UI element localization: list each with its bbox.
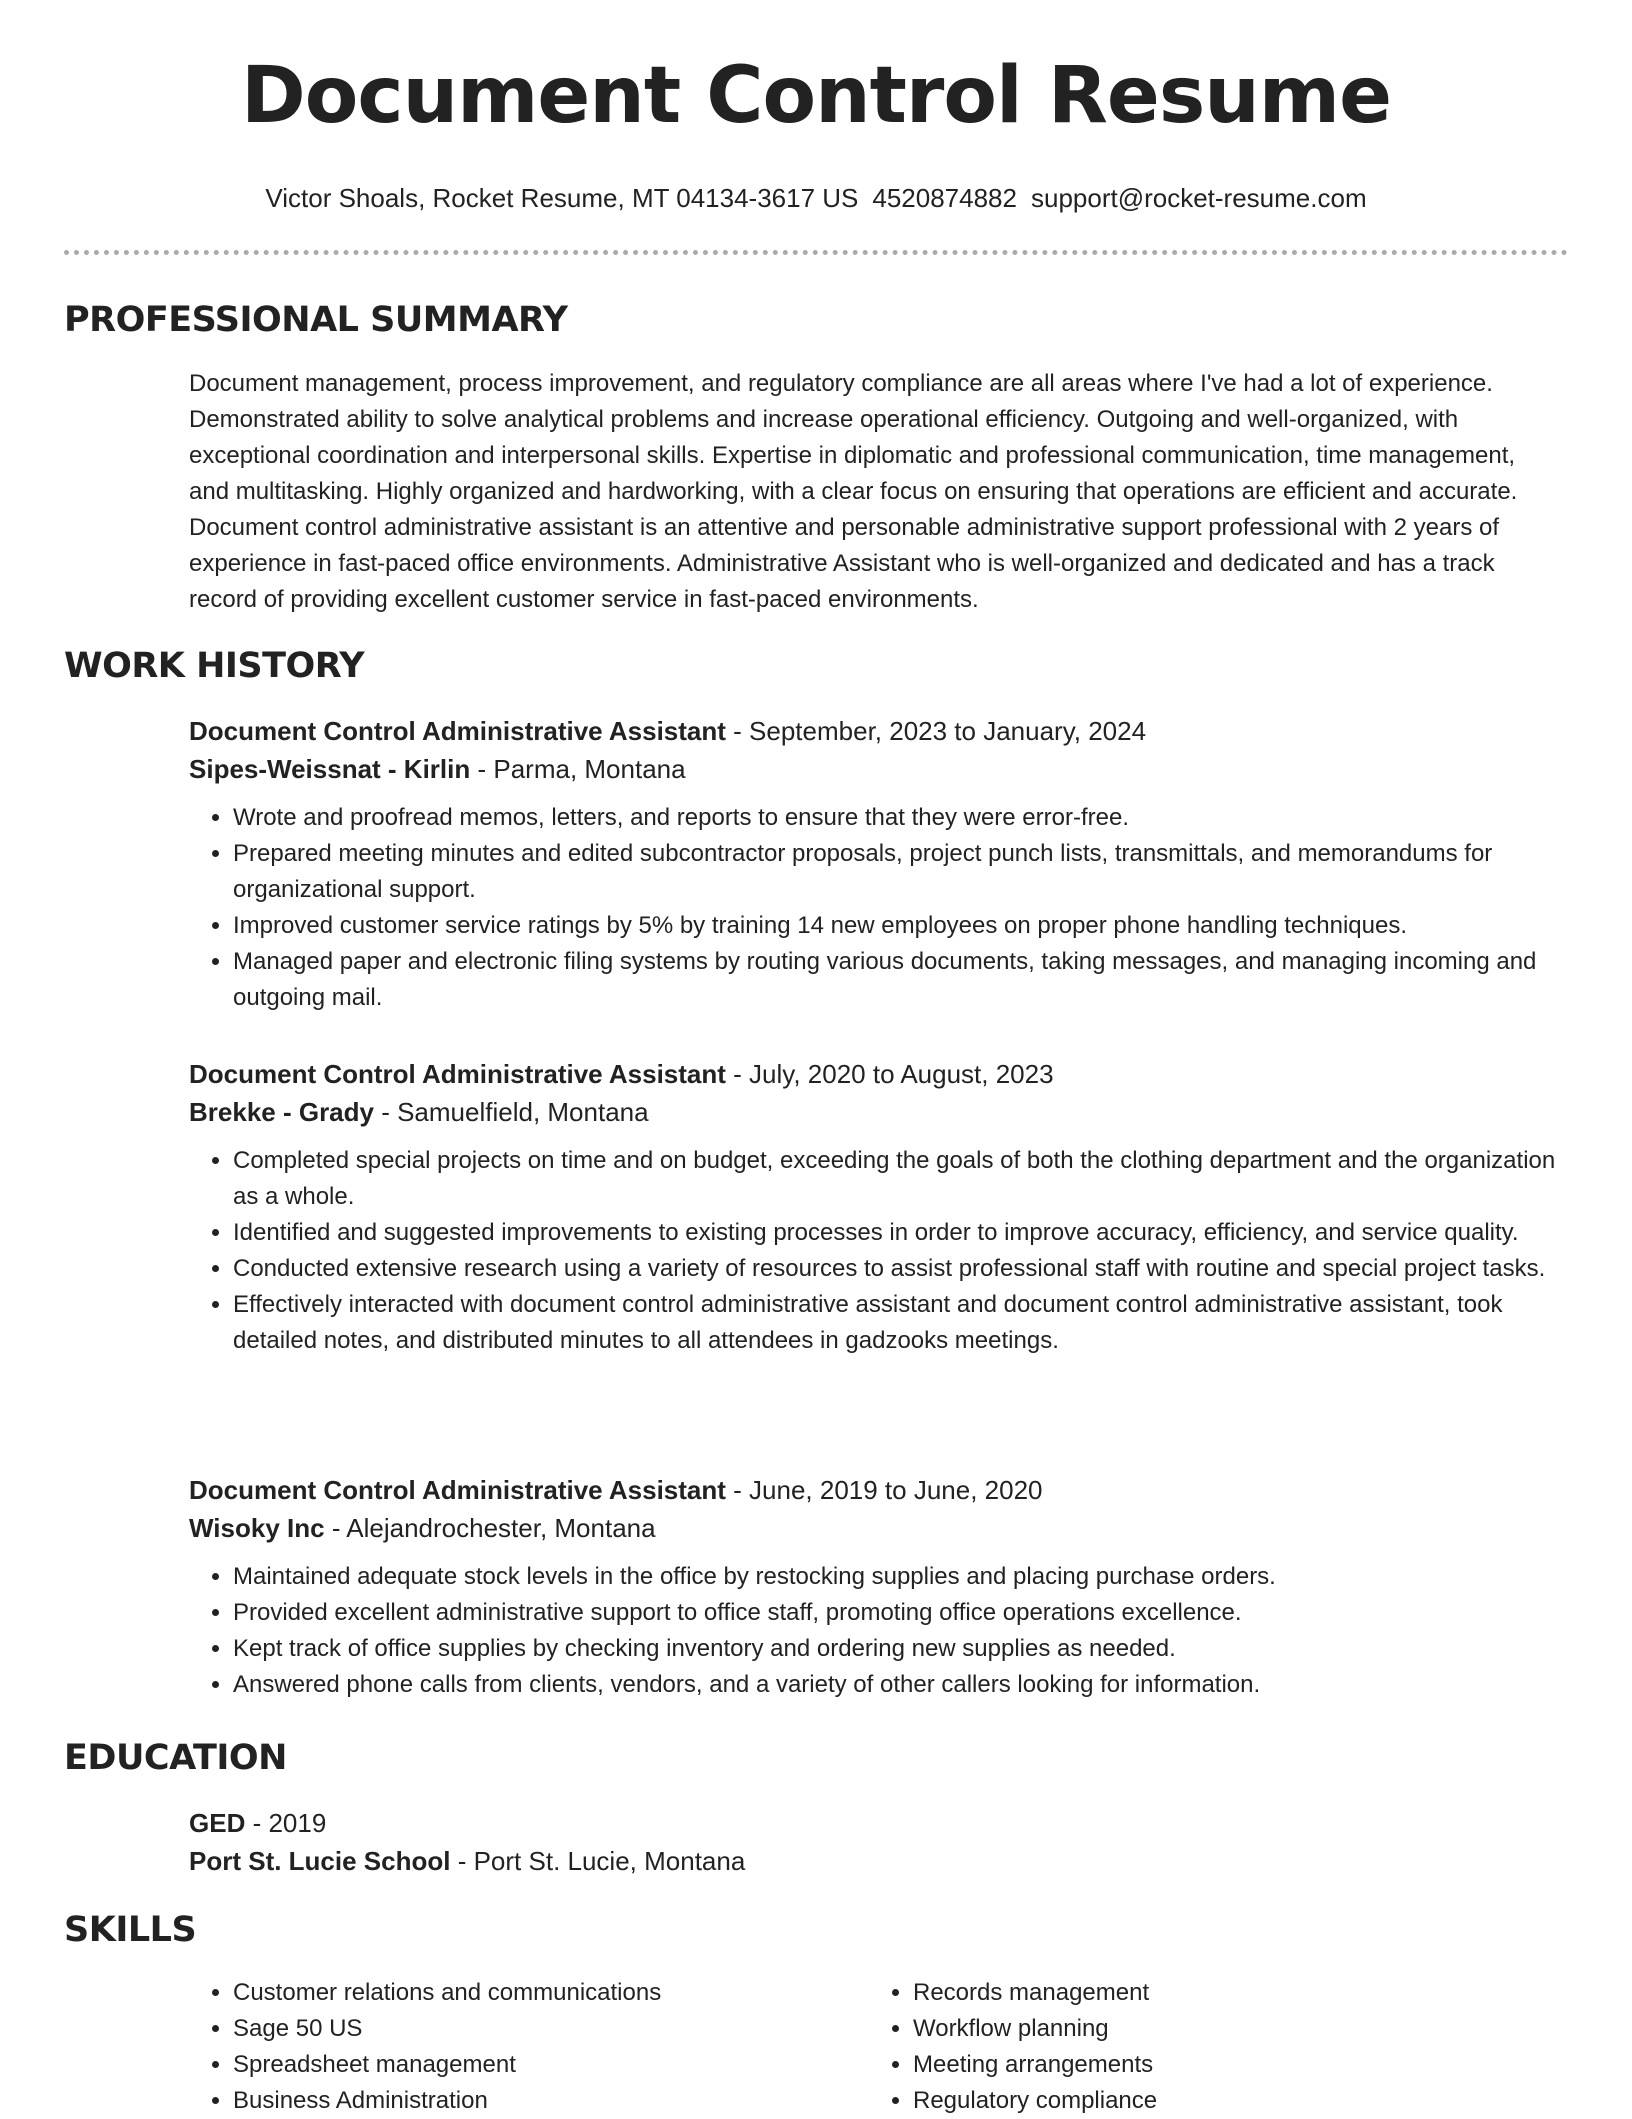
job-dates: - September, 2023 to January, 2024 bbox=[725, 716, 1147, 746]
skills-block bbox=[189, 1975, 1559, 2112]
job-bullet: • Completed special projects on time and on budget, exceeding the goals of both the clothing department and the organization as a whole. bbox=[233, 1143, 1559, 1215]
skills-column-right bbox=[869, 1975, 1509, 2119]
skill-item: • Meeting arrangements bbox=[913, 2047, 1509, 2083]
job-bullet: • Identified and suggested improvements to existing processes in order to improve accuracy, efficiency, and service quality. bbox=[233, 1215, 1559, 1251]
job-bullet: • Wrote and proofread memos, letters, and reports to ensure that they were error-free. bbox=[233, 800, 1559, 836]
job-bullet: • Maintained adequate stock levels in the office by restocking supplies and placing purchase orders. bbox=[233, 1559, 1559, 1595]
skill-item: • Workflow planning bbox=[913, 2011, 1509, 2047]
education-degree: GED bbox=[189, 1808, 246, 1838]
skills-list bbox=[189, 1975, 829, 2119]
header-divider bbox=[64, 250, 1568, 255]
document-title: Document Control Resume bbox=[241, 51, 1391, 141]
job-bullet: • Effectively interacted with document control administrative assistant and document control administrative assistant, took detailed notes, and distributed minutes to all attendees in gadzooks meetings. bbox=[233, 1287, 1559, 1359]
job-company: Brekke - Grady bbox=[189, 1097, 374, 1127]
job-entry bbox=[189, 712, 1559, 1016]
job-company: Wisoky Inc bbox=[189, 1513, 325, 1543]
contact-phone: 4520874882 bbox=[872, 183, 1017, 213]
job-location: - Parma, Montana bbox=[470, 754, 686, 784]
skills-list bbox=[869, 1975, 1509, 2119]
job-dates: - June, 2019 to June, 2020 bbox=[725, 1475, 1043, 1505]
education-location: - Port St. Lucie, Montana bbox=[450, 1846, 746, 1876]
summary-block bbox=[189, 366, 1559, 618]
job-title-line bbox=[189, 712, 1559, 750]
job-title-line bbox=[189, 1471, 1559, 1509]
job-entry bbox=[189, 1055, 1559, 1359]
education-year: - 2019 bbox=[245, 1808, 327, 1838]
skill-item: • Customer relations and communications bbox=[233, 1975, 829, 2011]
job-location: - Alejandrochester, Montana bbox=[324, 1513, 656, 1543]
education-degree-line bbox=[189, 1804, 1559, 1842]
job-entry bbox=[189, 1471, 1559, 1703]
job-company: Sipes-Weissnat - Kirlin bbox=[189, 754, 471, 784]
skills-column-left bbox=[189, 1975, 829, 2119]
skill-item: • Business Administration bbox=[233, 2083, 829, 2119]
education-school: Port St. Lucie School bbox=[189, 1846, 451, 1876]
job-bullets bbox=[189, 1143, 1559, 1359]
job-bullets bbox=[189, 800, 1559, 1016]
job-bullet: • Managed paper and electronic filing systems by routing various documents, taking messages, and managing incoming and outgoing mail. bbox=[233, 944, 1559, 1016]
job-title: Document Control Administrative Assistant bbox=[189, 1475, 726, 1505]
skill-item: • Spreadsheet management bbox=[233, 2047, 829, 2083]
job-company-line bbox=[189, 1093, 1559, 1131]
job-bullet: • Prepared meeting minutes and edited subcontractor proposals, project punch lists, transmittals, and memorandums for organizational support. bbox=[233, 836, 1559, 908]
summary-heading: PROFESSIONAL SUMMARY bbox=[64, 300, 568, 340]
work-history-heading: WORK HISTORY bbox=[64, 646, 365, 686]
job-bullet: • Kept track of office supplies by checking inventory and ordering new supplies as needed. bbox=[233, 1631, 1559, 1667]
job-bullet: • Improved customer service ratings by 5% by training 14 new employees on proper phone handling techniques. bbox=[233, 908, 1559, 944]
skill-item: • Records management bbox=[913, 1975, 1509, 2011]
contact-info bbox=[0, 181, 1632, 215]
skill-item: • Sage 50 US bbox=[233, 2011, 829, 2047]
job-title: Document Control Administrative Assistant bbox=[189, 716, 726, 746]
education-heading: EDUCATION bbox=[64, 1738, 287, 1778]
job-dates: - July, 2020 to August, 2023 bbox=[725, 1059, 1054, 1089]
job-title-line bbox=[189, 1055, 1559, 1093]
contact-email: support@rocket-resume.com bbox=[1030, 183, 1367, 213]
job-bullet: • Conducted extensive research using a variety of resources to assist professional staff with routine and special project tasks. bbox=[233, 1251, 1559, 1287]
job-bullets bbox=[189, 1559, 1559, 1703]
education-school-line bbox=[189, 1842, 1559, 1880]
skills-heading: SKILLS bbox=[64, 1910, 197, 1950]
summary-text: Document management, process improvement, and regulatory compliance are all areas where I've had a lot of experience. Demonstrated ability to solve analytical problems and increase operational efficiency. Outgoing and well-organized, with exceptional coordination and interpersonal skills. Expertise in diplomatic and professional communication, time management, and multitasking. Highly organized and hardworking, with a clear focus on ensuring that operations are efficient and accurate. Document control administrative assistant is an attentive and personable administrative support professional with 2 years of experience in fast-paced office environments. Administrative Assistant who is well-organized and dedicated and has a track record of providing excellent customer service in fast-paced environments. bbox=[189, 370, 1518, 613]
skill-item: • Regulatory compliance bbox=[913, 2083, 1509, 2119]
job-title: Document Control Administrative Assistant bbox=[189, 1059, 726, 1089]
contact-address: Victor Shoals, Rocket Resume, MT 04134-3617 US bbox=[265, 183, 859, 213]
job-company-line bbox=[189, 1509, 1559, 1547]
education-entry bbox=[189, 1804, 1559, 1880]
job-bullet: • Answered phone calls from clients, vendors, and a variety of other callers looking for information. bbox=[233, 1667, 1559, 1703]
job-bullet: • Provided excellent administrative support to office staff, promoting office operations excellence. bbox=[233, 1595, 1559, 1631]
job-company-line bbox=[189, 750, 1559, 788]
job-location: - Samuelfield, Montana bbox=[373, 1097, 649, 1127]
